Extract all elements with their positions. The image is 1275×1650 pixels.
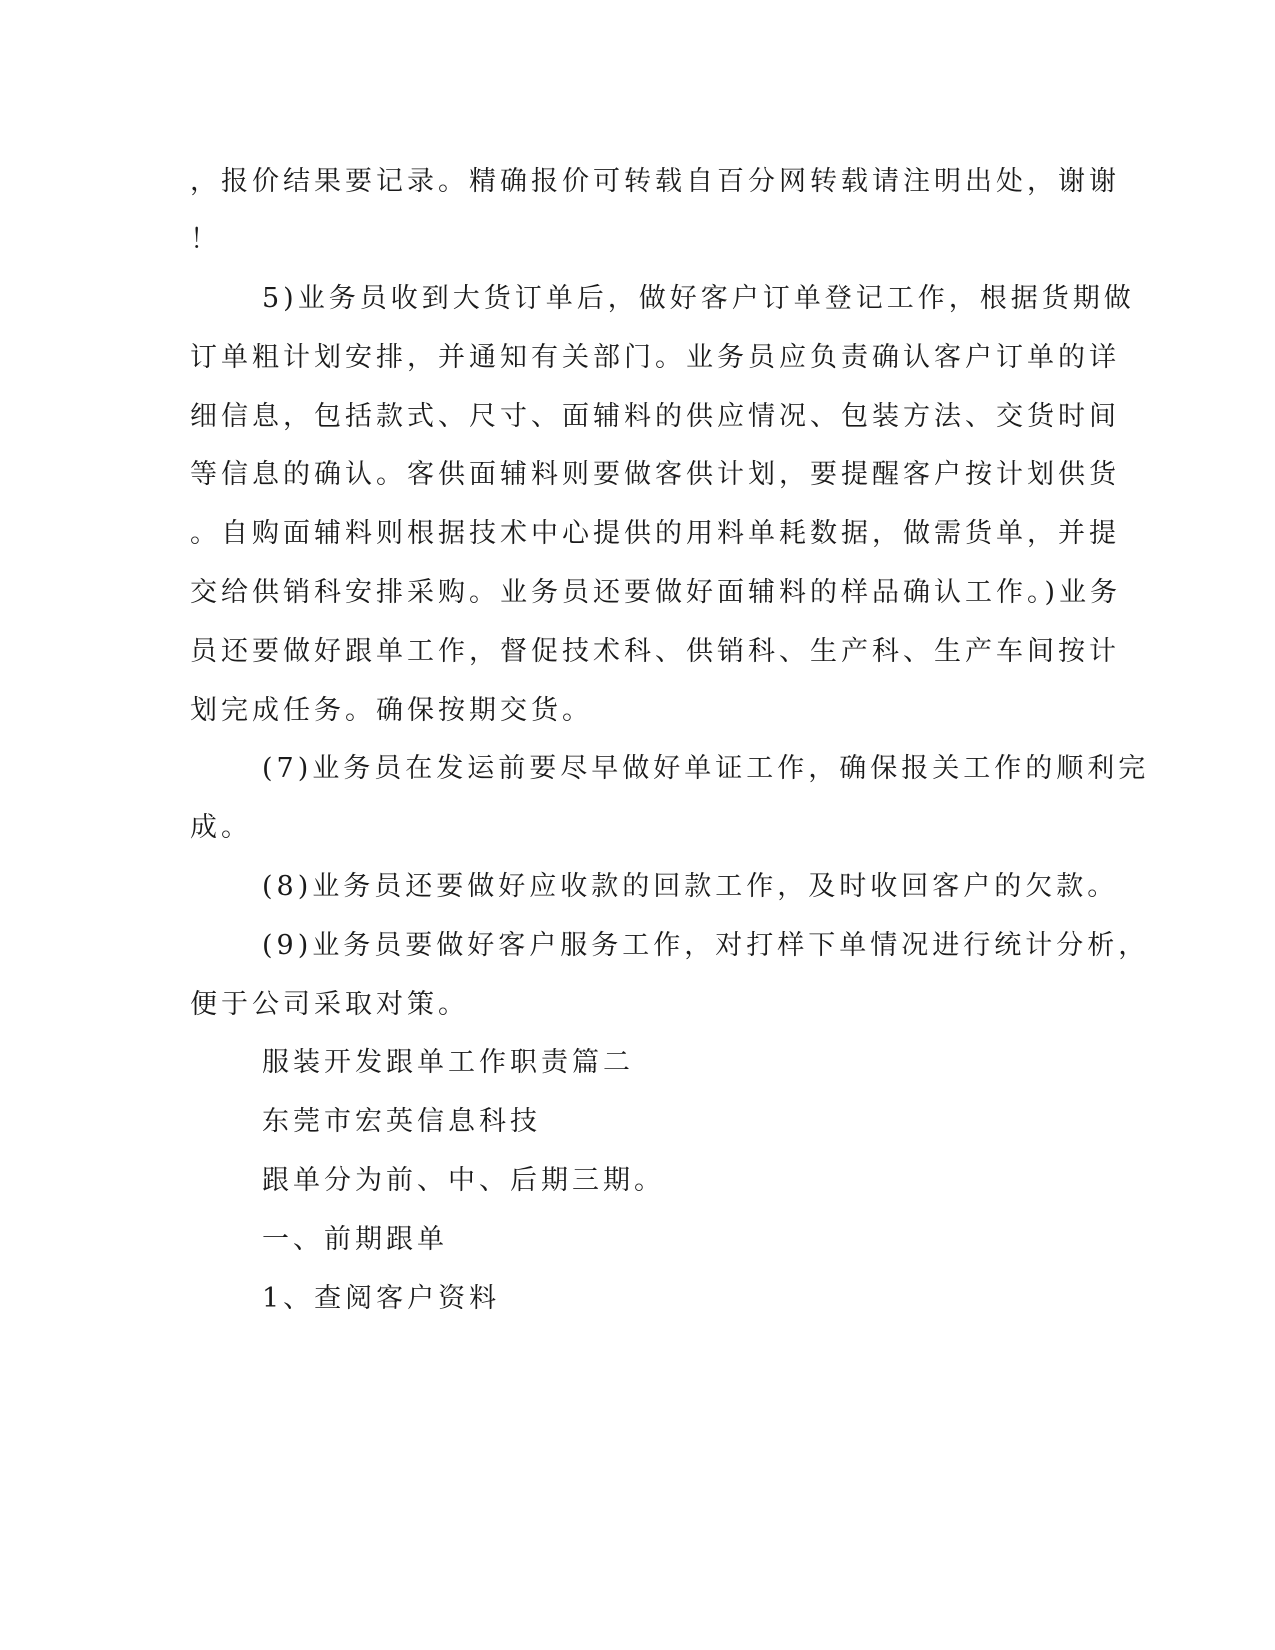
text-line-5: 细信息，包括款式、尺寸、面辅料的供应情况、包装方法、交货时间 (190, 401, 1120, 432)
text-line-9: 员还要做好跟单工作，督促技术科、供销科、生产科、生产车间按计 (190, 636, 1120, 667)
text-line-18: 跟单分为前、中、后期三期。 (262, 1165, 665, 1196)
text-line-10: 划完成任务。确保按期交货。 (190, 695, 593, 726)
section-heading: 服装开发跟单工作职责篇二 (262, 1047, 634, 1078)
company-name: 东莞市宏英信息科技 (262, 1106, 541, 1137)
text-line-7: 。自购面辅料则根据技术中心提供的用料单耗数据，做需货单，并提 (190, 518, 1120, 549)
text-line-8: 交给供销科安排采购。业务员还要做好面辅料的样品确认工作。)业务 (190, 577, 1122, 608)
text-line-12: 成。 (190, 812, 252, 843)
text-line-6: 等信息的确认。客供面辅料则要做客供计划，要提醒客户按计划供货 (190, 459, 1120, 490)
text-line-3: 5)业务员收到大货订单后，做好客户订单登记工作，根据货期做 (262, 283, 1135, 314)
text-line-2: ！ (190, 224, 221, 255)
list-item-1: 1、查阅客户资料 (262, 1283, 501, 1314)
subheading-early-stage: 一、前期跟单 (262, 1224, 448, 1255)
text-line-14: (9)业务员要做好客户服务工作，对打样下单情况进行统计分析， (262, 930, 1150, 961)
text-line-4: 订单粗计划安排，并通知有关部门。业务员应负责确认客户订单的详 (190, 342, 1120, 373)
text-line-13: (8)业务员还要做好应收款的回款工作，及时收回客户的欠款。 (262, 871, 1119, 902)
text-line-15: 便于公司采取对策。 (190, 989, 469, 1020)
text-line-1: ，报价结果要记录。精确报价可转载自百分网转载请注明出处，谢谢 (190, 166, 1120, 197)
text-line-11: (7)业务员在发运前要尽早做好单证工作，确保报关工作的顺利完 (262, 753, 1150, 784)
